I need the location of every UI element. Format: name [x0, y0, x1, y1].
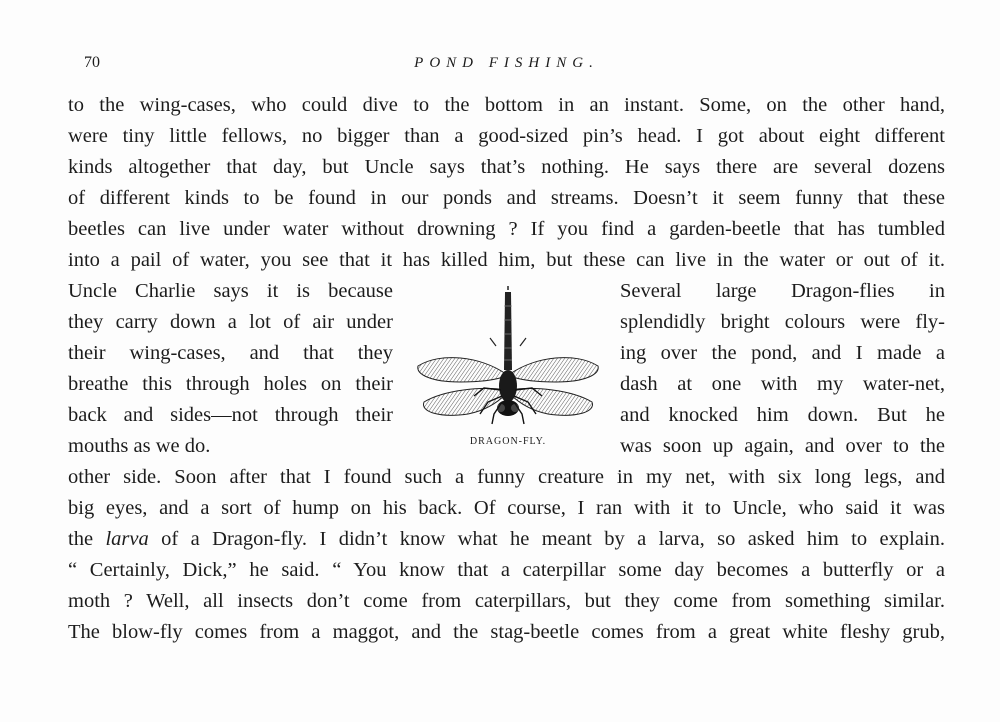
text-line: beetles can live under water without drowning ? If you find a garden-beetle that has tumbled	[68, 218, 945, 240]
text-line: of different kinds to be found in our ponds and streams. Doesn’t it seem funny that these	[68, 187, 945, 209]
text-line: moth ? Well, all insects don’t come from caterpillars, but they come from something similar.	[68, 590, 945, 612]
figure-caption: DRAGON-FLY.	[469, 436, 547, 447]
left-column-line: they carry down a lot of air under	[68, 311, 393, 333]
italic-word: larva	[105, 528, 149, 550]
right-column-line: Several large Dragon-flies in	[620, 280, 945, 302]
left-column-line: Uncle Charlie says it is because	[68, 280, 393, 302]
left-column-line: mouths as we do.	[68, 435, 211, 457]
left-column-line: their wing-cases, and that they	[68, 342, 393, 364]
page-number: 70	[84, 54, 100, 71]
dragonfly-figure	[410, 286, 606, 456]
page-header	[68, 54, 945, 78]
right-column-line: splendidly bright colours were fly-	[620, 311, 945, 333]
text-line: other side. Soon after that I found such a funny creature in my net, with six long legs, and	[68, 466, 945, 488]
left-column-line: breathe this through holes on their	[68, 373, 393, 395]
left-column-line: back and sides—not through their	[68, 404, 393, 426]
text-segment: of a Dragon-fly. I didn’t know what he meant by a larva, so asked him to explain.	[148, 528, 945, 550]
text-line: big eyes, and a sort of hump on his back. Of course, I ran with it to Uncle, who said it was	[68, 497, 945, 519]
right-column-line: dash at one with my water-net,	[620, 373, 945, 395]
right-column-line: ing over the pond, and I made a	[620, 342, 945, 364]
text-line: “ Certainly, Dick,” he said. “ You know that a caterpillar some day becomes a butterfly or a	[68, 559, 945, 581]
running-head: POND FISHING.	[414, 55, 599, 71]
dragonfly-icon	[410, 286, 606, 436]
text-line: into a pail of water, you see that it has killed him, but these can live in the water or out of it.	[68, 249, 945, 271]
text-segment: the	[68, 528, 106, 550]
text-line	[68, 524, 945, 554]
text-line: kinds altogether that day, but Uncle says that’s nothing. He says there are several dozens	[68, 156, 945, 178]
text-line: The blow-fly comes from a maggot, and the stag-beetle comes from a great white fleshy grub,	[68, 621, 945, 643]
right-column-line: was soon up again, and over to the	[620, 435, 945, 457]
right-column-line: and knocked him down. But he	[620, 404, 945, 426]
text-line: to the wing-cases, who could dive to the bottom in an instant. Some, on the other hand,	[68, 94, 945, 116]
text-line: were tiny little fellows, no bigger than a good-sized pin’s head. I got about eight different	[68, 125, 945, 147]
